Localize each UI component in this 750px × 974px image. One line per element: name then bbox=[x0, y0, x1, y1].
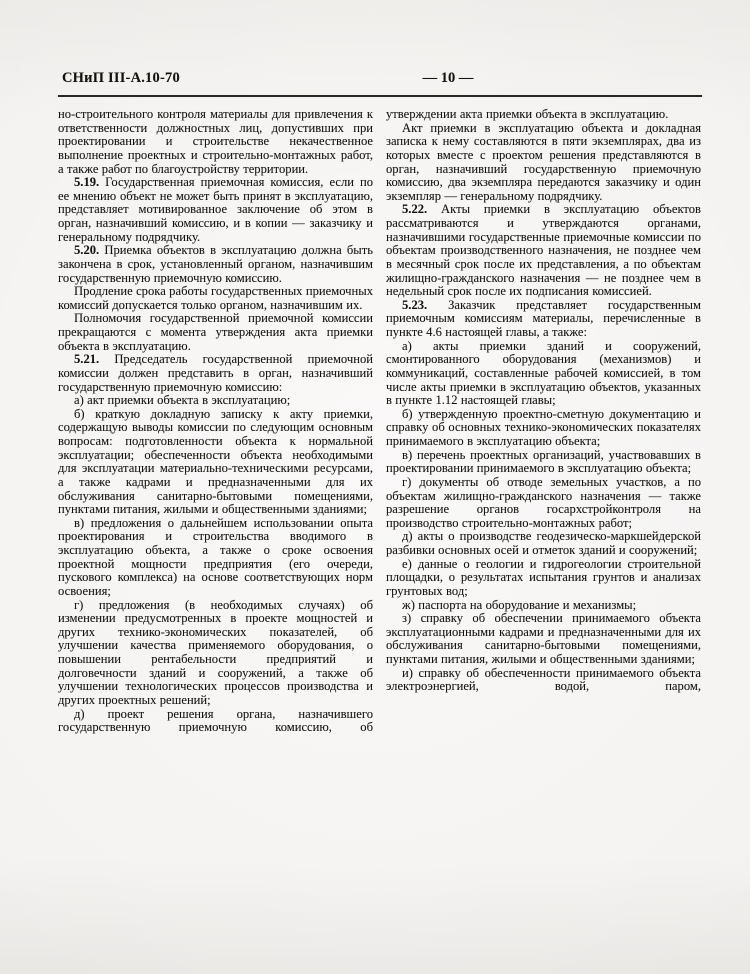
column-left bbox=[58, 108, 373, 735]
page-sheet bbox=[58, 70, 702, 735]
paragraph: Продление срока работы государственных приемочных комиссий допускается только органом, назначившим их. bbox=[58, 284, 373, 312]
paragraph: ж) паспорта на оборудование и механизмы; bbox=[402, 597, 637, 612]
paragraph: б) утвержденную проектно-сметную документацию и справку об основных технико-экономических показателях принимаемого в эксплуатацию объекта; bbox=[386, 406, 701, 448]
paragraph: утверждении акта приемки объекта в эксплуатацию. bbox=[386, 107, 669, 121]
paragraph: но-строительного контроля материалы для привлечения к ответственности должностных лиц, допустивших при проектировании и строительстве некачественное выполнение проектных и строительно-монтажных работ, а также работ по благоустройству территории. bbox=[58, 107, 373, 176]
paragraph: в) предложения о дальнейшем использовании опыта проектирования и строительства вводимого в эксплуатацию объекта, а также о сроке освоения проектной мощности предприятия (его очереди, пускового комплекса) на основе соответствующих норм освоения; bbox=[58, 515, 373, 598]
text-columns bbox=[58, 108, 702, 735]
paragraph: а) акты приемки зданий и сооружений, смонтированного оборудования (механизмов) и коммуникаций, составленные рабочей комиссией, в том числе акты приемки в эксплуатацию объектов, указанных в пункте 1.12 настоящей главы; bbox=[386, 338, 701, 408]
clause-number: 5.19. bbox=[74, 175, 100, 190]
paragraph: д) проект решения органа, назначившего государственную приемочную комиссию, об bbox=[58, 706, 373, 735]
paragraph: в) перечень проектных организаций, участвовавших в проектировании принимаемого в эксплуатацию объекта; bbox=[386, 447, 701, 476]
paragraph: Полномочия государственной приемочной комиссии прекращаются с момента утверждения акта приемки объекта в эксплуатацию. bbox=[58, 311, 373, 353]
paragraph: 5.23. Заказчик представляет государственным приемочным комиссиям материалы, перечисленные в пункте 4.6 настоящей главы, а также: bbox=[386, 297, 701, 339]
document-code: СНиП III-А.10-70 bbox=[62, 70, 180, 86]
paragraph: г) предложения (в необходимых случаях) об изменении предусмотренных в проекте мощностей и других технико-экономических показателей, об улучшении качества применяемого оборудования, о повышении рентабельности предприятий и долговечности зданий и сооружений, а также об улучшении технологических процессов производства и других проектных решений; bbox=[58, 597, 373, 707]
paragraph: а) акт приемки объекта в эксплуатацию; bbox=[74, 393, 291, 408]
paragraph: г) документы об отводе земельных участков, а по объектам жилищно-гражданского назначения — также разрешение органов госархстройконтроля на производство строительно-монтажных работ; bbox=[386, 474, 701, 530]
clause-number: 5.23. bbox=[402, 297, 428, 312]
paragraph: 5.20. Приемка объектов в эксплуатацию должна быть закончена в срок, установленный органом, назначившим государственную приемочную комиссию. bbox=[58, 243, 373, 285]
paragraph: з) справку об обеспечении принимаемого объекта эксплуатационными кадрами и предназначенными для их обслуживания санитарно-бытовыми помещениями, пунктами питания, жилыми и общественными зданиями; bbox=[386, 611, 701, 666]
clause-number: 5.21. bbox=[74, 352, 100, 367]
clause-number: 5.22. bbox=[402, 202, 428, 217]
paragraph: д) акты о производстве геодезическо-маркшейдерской разбивки основных осей и отметок зданий и сооружений; bbox=[386, 529, 701, 557]
paragraph: и) справку об обеспеченности принимаемого объекта электроэнергией, водой, паром, bbox=[386, 665, 701, 694]
running-head bbox=[58, 70, 702, 92]
paragraph: б) краткую докладную записку к акту приемки, содержащую выводы комиссии по следующим основным вопросам: подготовленности объекта к нормальной эксплуатации; обеспеченности объекта необходимыми для эксплуатации материально-техническими ресурсами, а также кадрами и предназначенными для их обслуживания санитарно-бытовыми помещениями, пунктами питания, жилыми и общественными зданиями; bbox=[58, 406, 373, 517]
paragraph: 5.19. Государственная приемочная комиссия, если по ее мнению объект не может быть принят в эксплуатацию, представляет мотивированное заключение об этом в орган, назначивший комиссию, и в копии — заказчику и генеральному подрядчику. bbox=[58, 175, 373, 244]
clause-number: 5.20. bbox=[74, 243, 100, 258]
page-number: — 10 — bbox=[422, 70, 474, 86]
paragraph: 5.22. Акты приемки в эксплуатацию объектов рассматриваются и утверждаются органами, назначившими государственные приемочные комиссии по объектам производственного назначения, не позднее чем в месячный срок после их представления, а по объектам жилищно-гражданского назначения — не позднее чем в недельный срок после их подписания комиссией. bbox=[386, 202, 701, 299]
paragraph: Акт приемки в эксплуатацию объекта и докладная записка к нему составляются в пяти экземплярах, два из которых вместе с проектом решения представляются в орган, назначивший государственную приемочную комиссию, два экземпляра передаются заказчику и один экземпляр — генеральному подрядчику. bbox=[386, 120, 701, 203]
paragraph: е) данные о геологии и гидрогеологии строительной площадки, о результатах испытания грунтов и анализах грунтовых вод; bbox=[386, 556, 701, 598]
column-right bbox=[386, 108, 701, 694]
header-rule bbox=[58, 95, 702, 97]
paragraph: 5.21. Председатель государственной приемочной комиссии должен представить в орган, назначивший государственную приемочную комиссию: bbox=[58, 352, 373, 394]
